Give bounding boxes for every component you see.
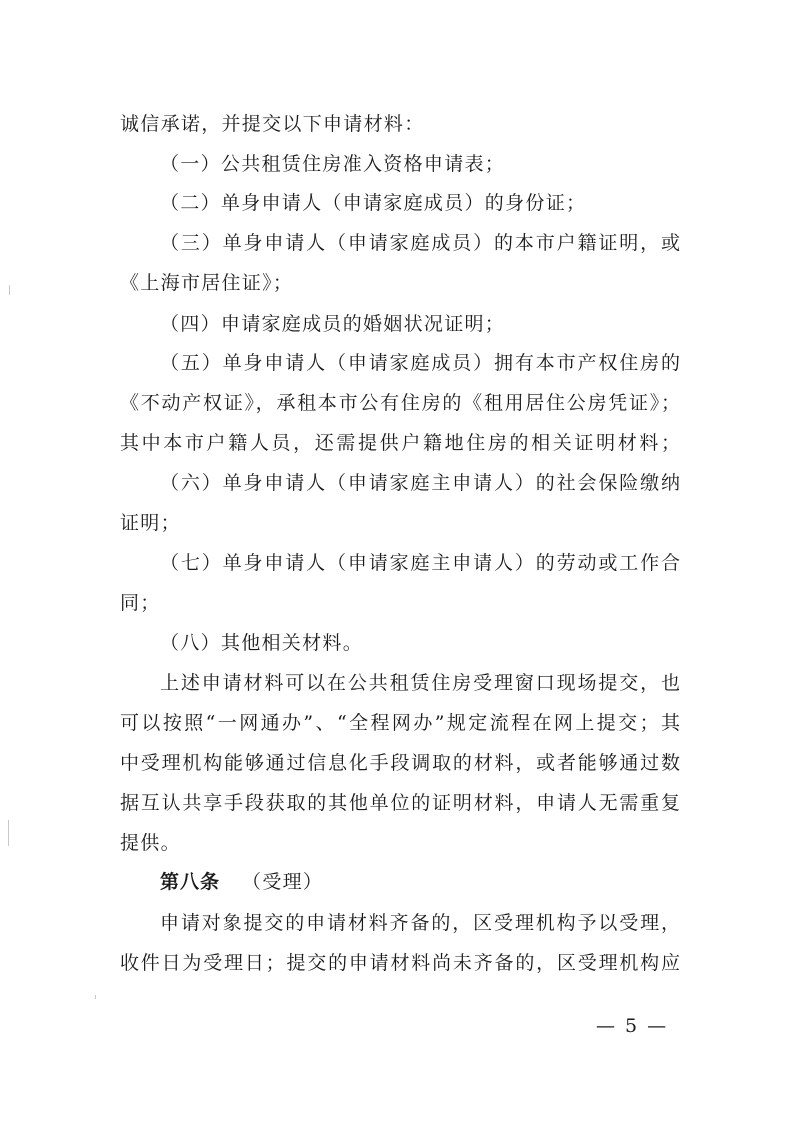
page-number: — 5 — [596,1015,669,1037]
paragraph-line: 据互认共享手段获取的其他单位的证明材料，申请人无需重复 [120,792,680,814]
material-item-8: （八）其他相关材料。 [160,632,364,654]
scan-mark [9,285,10,295]
material-item-5-continued: 《不动产权证》，承租本市公有住房的《租用居住公房凭证》； [120,392,680,414]
material-item-5: （五）单身申请人（申请家庭成员）拥有本市产权住房的 [160,352,680,374]
article-number: 第八条 [160,871,221,893]
paragraph-line: 提供。 [120,832,181,854]
scan-mark [95,995,96,999]
scan-mark [8,820,9,846]
material-item-1: （一）公共租赁住房准入资格申请表； [160,153,506,175]
paragraph-line: 诚信承诺，并提交以下申请材料： [120,113,425,135]
material-item-6-continued: 证明； [120,512,181,534]
material-item-3: （三）单身申请人（申请家庭成员）的本市户籍证明，或 [160,232,680,254]
material-item-4: （四）申请家庭成员的婚姻状况证明； [160,313,506,335]
material-item-6: （六）单身申请人（申请家庭主申请人）的社会保险缴纳 [160,472,680,494]
material-item-2: （二）单身申请人（申请家庭成员）的身份证； [160,192,587,214]
paragraph-line: 申请对象提交的申请材料齐备的，区受理机构予以受理， [160,912,680,934]
paragraph-line: 收件日为受理日；提交的申请材料尚未齐备的，区受理机构应 [120,952,680,974]
material-item-3-continued: 《上海市居住证》； [120,272,294,294]
paragraph-line: 上述申请材料可以在公共租赁住房受理窗口现场提交，也 [160,672,680,694]
material-item-7-continued: 同； [120,592,161,614]
paragraph-line: 可以按照“一网通办”、“全程网办”规定流程在网上提交；其 [120,712,680,734]
article-heading [160,870,323,894]
material-item-5-continued: 其中本市户籍人员，还需提供户籍地住房的相关证明材料； [120,432,680,454]
paragraph-line: 中受理机构能够通过信息化手段调取的材料，或者能够通过数 [120,752,680,774]
material-item-7: （七）单身申请人（申请家庭主申请人）的劳动或工作合 [160,552,680,574]
article-title: （受理） [242,871,324,893]
